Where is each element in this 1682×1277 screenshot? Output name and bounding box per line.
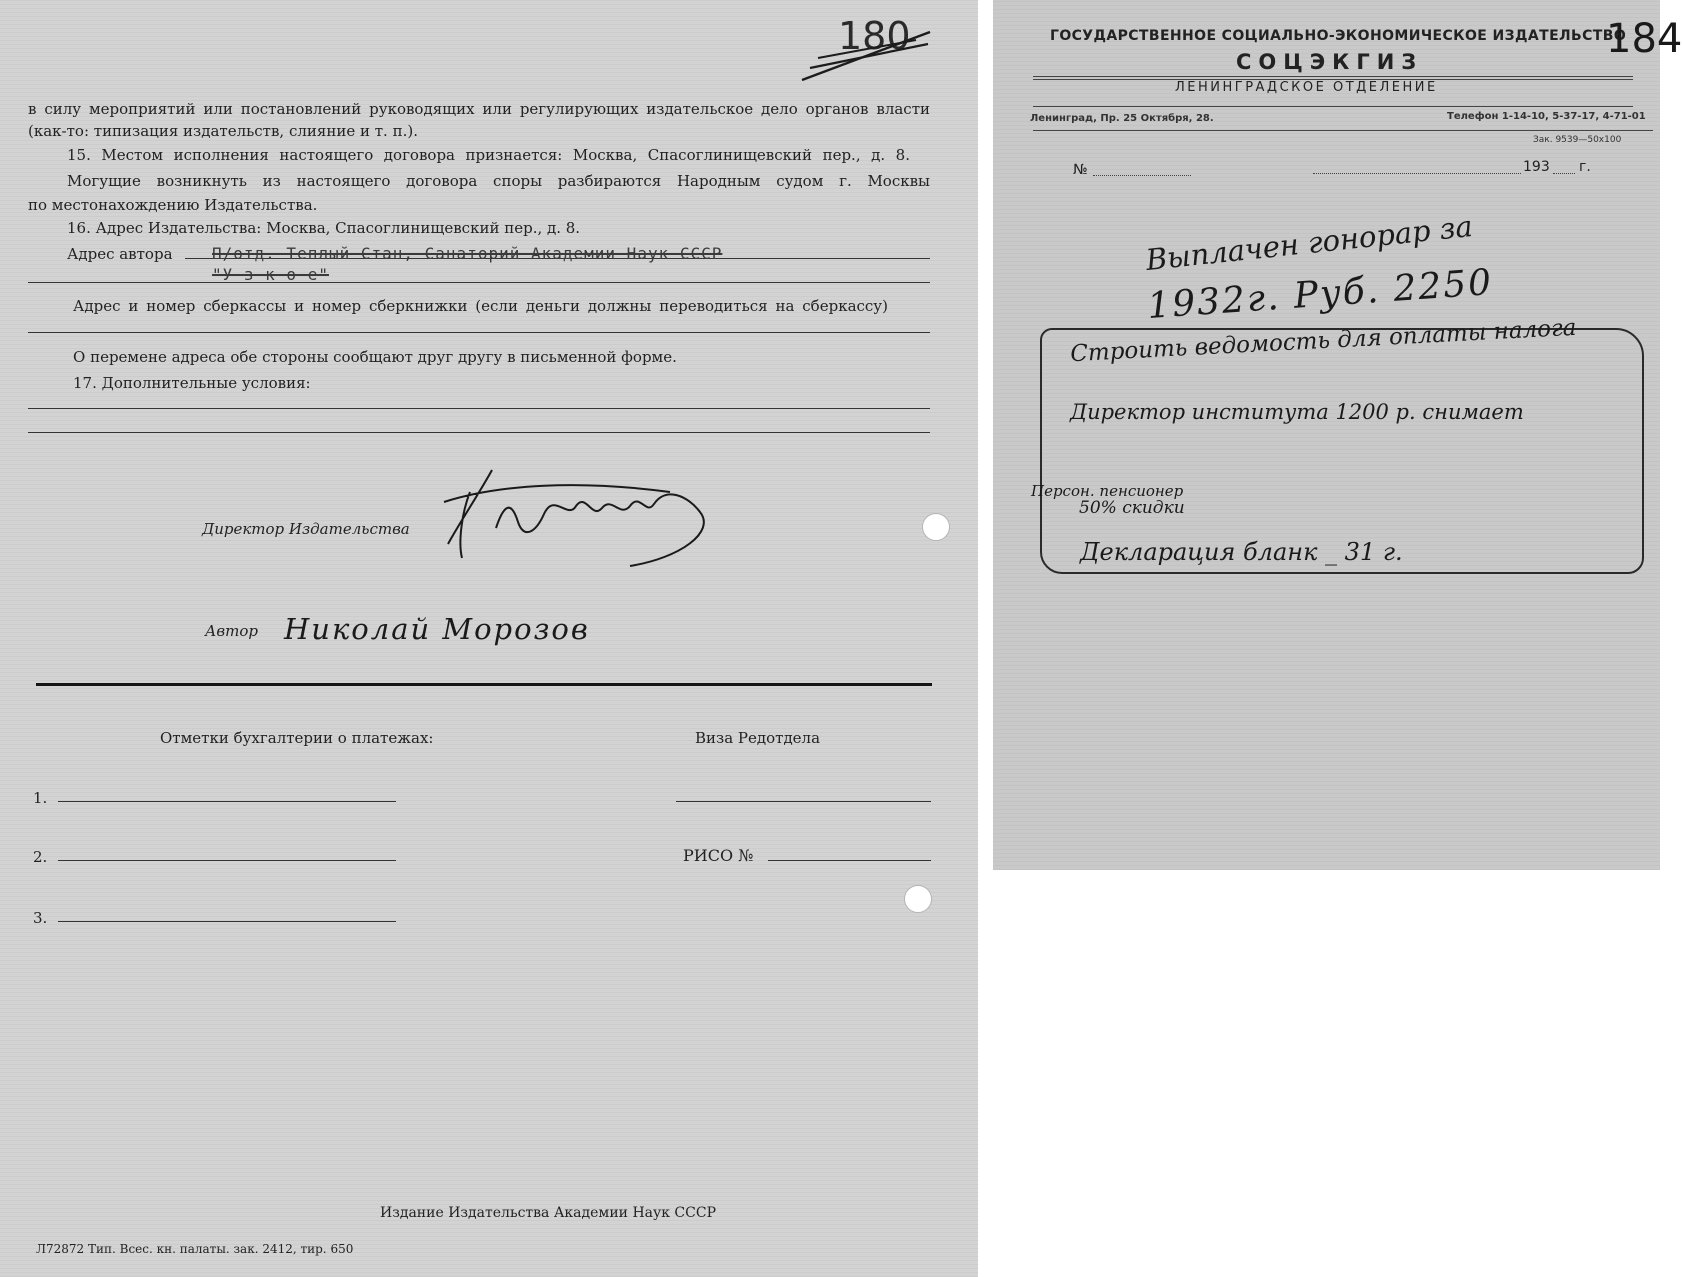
- handwritten-year-amount: 1932г. Руб. 2250: [1145, 261, 1495, 328]
- savings-bank-line: [28, 332, 930, 333]
- printer-info: Л72872 Тип. Всес. кн. палаты. зак. 2412, тир. 650: [36, 1242, 354, 1256]
- date-line: [1313, 173, 1521, 174]
- savings-bank-label: Адрес и номер сберкассы и номер сберкнижки (если деньги должны переводиться на сберкассу): [73, 297, 888, 315]
- clause-15: 15. Местом исполнения настоящего договора признается: Москва, Спасоглинищевский пер., д. 8.: [67, 146, 910, 164]
- director-signature-image: [440, 462, 730, 582]
- director-label: Директор Издательства: [202, 520, 410, 538]
- riso-line: [768, 860, 931, 861]
- section-divider: [36, 683, 932, 686]
- address-change-notice: О перемене адреса обе стороны сообщают друг другу в письменной форме.: [73, 348, 677, 366]
- payment-line-2: [58, 860, 396, 861]
- publisher-letter-right: [993, 0, 1682, 870]
- author-label: Автор: [205, 622, 258, 640]
- payment-row-number: 3.: [33, 909, 48, 927]
- page-number-struck: 180: [838, 14, 911, 58]
- handwritten-box-line-1: Строить ведомость для оплаты налога: [1069, 314, 1577, 368]
- author-address-typed-1: П/отд. Теплый Стан, Санаторий Академии Наук СССР: [212, 244, 723, 263]
- contract-text-line-1: в силу мероприятий или постановлений руководящих или регулирующих издательское дело органов власти: [28, 100, 930, 118]
- payment-row-number: 1.: [33, 789, 48, 807]
- riso-label: РИСО №: [683, 846, 754, 865]
- contract-text-line-2: (как-то: типизация издательств, слияние и т. п.).: [28, 122, 418, 140]
- disputes-line-2: по местонахождению Издательства.: [28, 196, 318, 214]
- punch-hole: [904, 885, 932, 913]
- disputes-line-1: Могущие возникнуть из настоящего договора споры разбираются Народным судом г. Москвы: [67, 172, 930, 190]
- header-rule: [1033, 76, 1633, 77]
- handwritten-box-line-4: Декларация бланк _ 31 г.: [1080, 538, 1403, 566]
- payment-line-3: [58, 921, 396, 922]
- author-address-typed-2: "У з к о е": [212, 265, 329, 284]
- author-address-label: Адрес автора: [67, 245, 173, 263]
- handwritten-box-line-2: Директор института 1200 р. снимает: [1070, 400, 1524, 424]
- page-number-strike-marks: [798, 14, 938, 94]
- address-rule-top: [1033, 106, 1633, 107]
- clause-16: 16. Адрес Издательства: Москва, Спасоглинищевский пер., д. 8.: [67, 219, 581, 237]
- punch-hole: [922, 513, 950, 541]
- payment-line-1: [58, 801, 396, 802]
- publisher-full-name: ГОСУДАРСТВЕННОЕ СОЦИАЛЬНО-ЭКОНОМИЧЕСКОЕ ИЗДАТЕЛЬСТВО: [1050, 28, 1627, 44]
- number-label: №: [1073, 162, 1088, 178]
- author-address-line-2: [28, 282, 930, 283]
- publisher-address: Ленинград, Пр. 25 Октября, 28.: [1030, 113, 1214, 124]
- director-signature-text: [460, 540, 466, 541]
- handwritten-box-line-3b: 50% скидки: [1079, 498, 1185, 518]
- year-label: 193: [1523, 159, 1550, 175]
- additional-conditions-line-2: [28, 432, 930, 433]
- author-signature: Николай Морозов: [284, 612, 590, 646]
- payments-label: Отметки бухгалтерии о платежах:: [160, 729, 434, 747]
- publisher-phone: Телефон 1-14-10, 5-37-17, 4-71-01: [1447, 111, 1646, 122]
- visa-label: Виза Редотдела: [695, 729, 821, 747]
- visa-line: [676, 801, 931, 802]
- handwritten-box-line-3a: Персон. пенсионер: [1031, 482, 1184, 500]
- number-line: [1093, 175, 1191, 176]
- publisher-short-name: СОЦЭКГИЗ: [1236, 50, 1424, 74]
- payment-row-number: 2.: [33, 848, 48, 866]
- additional-conditions-line-1: [28, 408, 930, 409]
- year-suffix: г.: [1579, 159, 1591, 175]
- page-number: 184: [1606, 16, 1682, 62]
- branch-name: ЛЕНИНГРАДСКОЕ ОТДЕЛЕНИЕ: [1175, 80, 1438, 95]
- address-rule-bottom: [1033, 130, 1653, 131]
- year-line: [1553, 173, 1575, 174]
- imprint: Издание Издательства Академии Наук СССР: [380, 1205, 716, 1221]
- clause-17: 17. Дополнительные условия:: [73, 374, 311, 392]
- handwritten-honorarium-note: Выплачен гонорар за: [1144, 208, 1475, 278]
- order-number: Зак. 9539—50х100: [1533, 135, 1622, 145]
